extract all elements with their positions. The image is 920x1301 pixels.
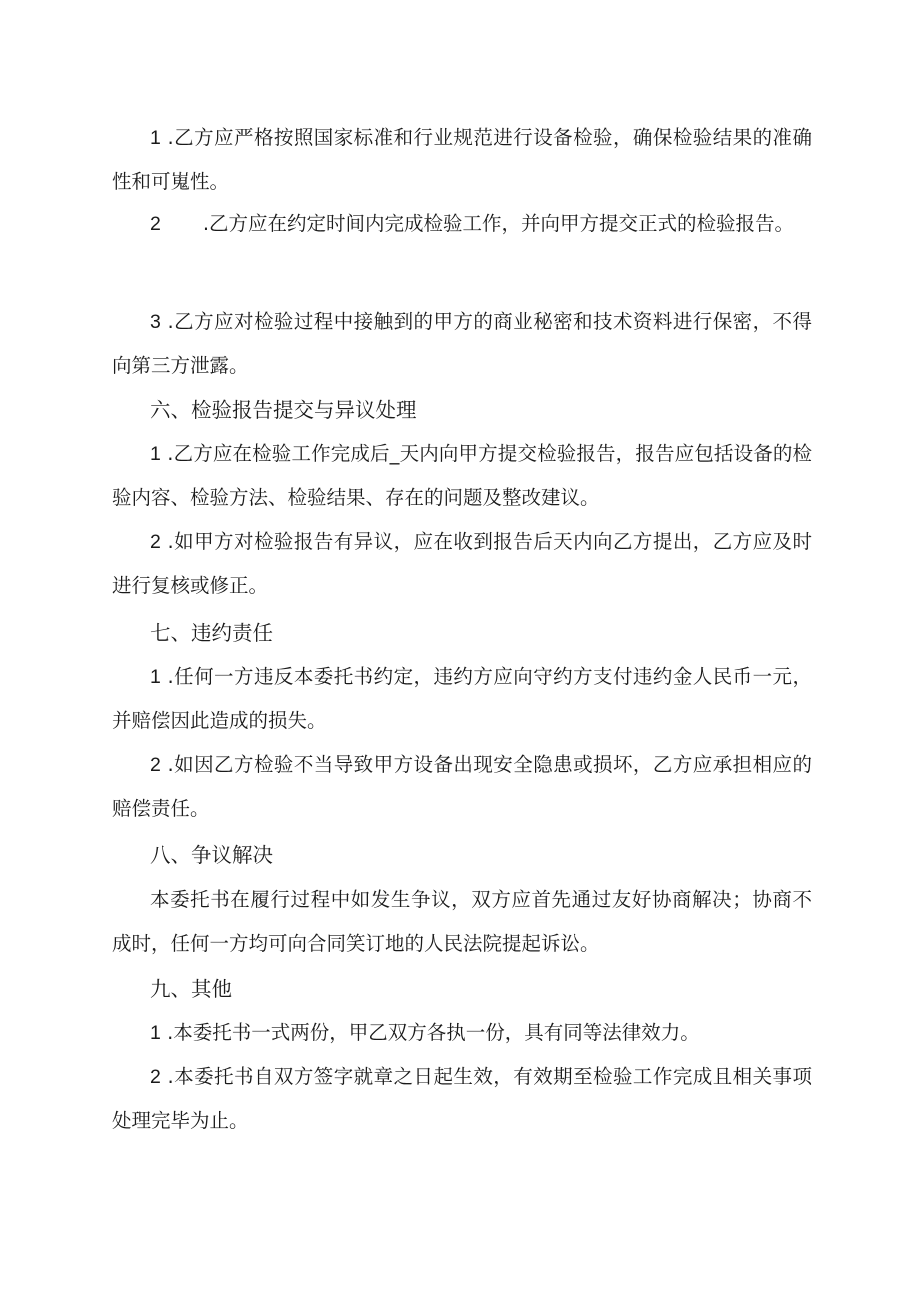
clause-text: .乙方应在检验工作完成后_天内向甲方提交检验报告，报告应包括设备的检验内容、检验方法、检验结果、存在的问题及整改建议。 (112, 442, 813, 509)
clause-7-2 (112, 743, 812, 831)
clause-text: .乙方应严格按照国家标准和行业规范进行设备检验，确保检验结果的准确性和可嵬性。 (112, 126, 813, 193)
clause-number: 2 (150, 1066, 161, 1088)
section-8-paragraph: 本委托书在履行过程中如发生争议，双方应首先通过友好协商解决；协商不成时，任何一方均可向合同笑订地的人民法院提起诉讼。 (112, 888, 812, 955)
section-heading-9: 九、其他 (150, 977, 232, 1001)
clause-text: .乙方应对检验过程中接触到的甲方的商业秘密和技术资料进行保密，不得向第三方泄露。 (112, 310, 813, 377)
section-heading-7: 七、违约责任 (150, 621, 273, 645)
clause-9-1 (112, 1011, 812, 1055)
clause-number: 3 (150, 311, 161, 333)
clause-6-2 (112, 520, 812, 608)
section-heading-6: 六、检验报告提交与异议处理 (150, 398, 417, 422)
clause-5-2 (112, 202, 812, 246)
section-heading-8: 八、争议解决 (150, 843, 273, 867)
clause-number: 1 (150, 127, 161, 149)
clause-number: 1 (150, 1022, 161, 1044)
clause-text: .如甲方对检验报告有异议，应在收到报告后天内向乙方提出，乙方应及时进行复核或修正。 (112, 530, 813, 597)
clause-text: .本委托书自双方签字就章之日起生效，有效期至检验工作完成且相关事项处理完毕为止。 (112, 1065, 813, 1132)
clause-number: 2 (150, 754, 161, 776)
clause-9-2 (112, 1055, 812, 1143)
clause-7-1 (112, 655, 812, 743)
clause-text: .本委托书一式两份，甲乙双方各执一份，具有同等法律效力。 (167, 1021, 700, 1044)
clause-number: 2 (150, 531, 161, 553)
clause-number: 1 (150, 443, 161, 465)
clause-5-1 (112, 116, 812, 204)
clause-text: .乙方应在约定时间内完成检验工作，并向甲方提交正式的检验报告。 (202, 212, 795, 235)
clause-5-3 (112, 300, 812, 388)
clause-number: 2 (150, 213, 161, 235)
clause-number: 1 (150, 666, 161, 688)
clause-text: .如因乙方检验不当导致甲方设备出现安全隐患或损坏，乙方应承担相应的赔偿责任。 (112, 753, 813, 820)
clause-text: .任何一方违反本委托书约定，违约方应向守约方支付违约金人民币一元，并赔偿因此造成的损失。 (112, 665, 813, 732)
clause-6-1 (112, 432, 812, 520)
